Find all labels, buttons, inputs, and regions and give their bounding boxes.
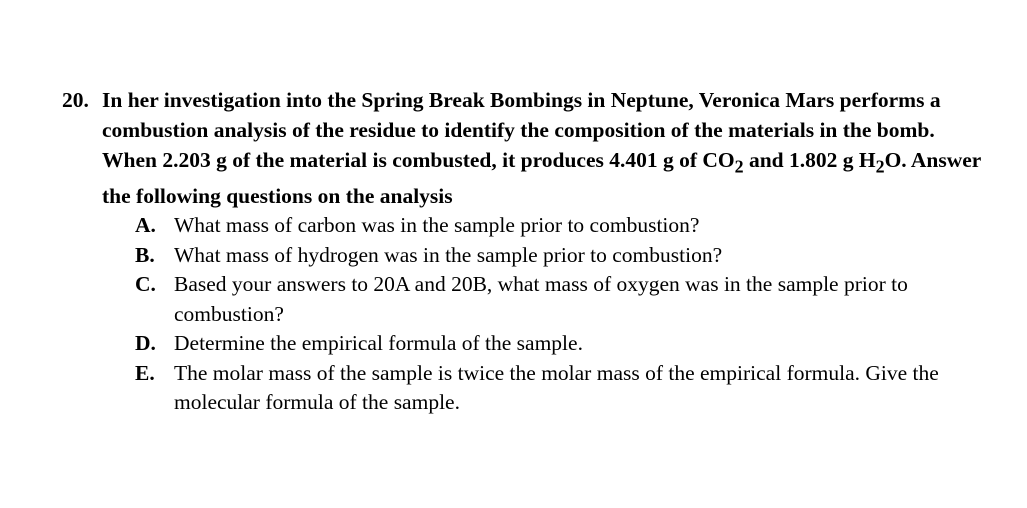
sub-question-text: Determine the empirical formula of the sample. — [174, 331, 583, 356]
sub-question-list — [62, 211, 982, 418]
sub-question-letter: E. — [135, 360, 155, 385]
stem-text-part-3: O. Answer the following questions on the analysis — [102, 148, 981, 209]
question-20 — [62, 85, 982, 418]
sub-question-d — [62, 329, 982, 359]
sub-question-text: Based your answers to 20A and 20B, what mass of oxygen was in the sample prior to combustion? — [174, 272, 908, 326]
sub-question-text: What mass of hydrogen was in the sample prior to combustion? — [174, 242, 723, 267]
question-stem — [62, 85, 982, 211]
sub-question-e — [62, 359, 982, 418]
sub-question-text: What mass of carbon was in the sample prior to combustion? — [174, 213, 700, 238]
sub-question-c — [62, 270, 982, 329]
sub-question-b — [62, 241, 982, 271]
stem-text-part-2: and 1.802 g H — [743, 148, 876, 172]
question-number: 20. — [62, 88, 89, 112]
sub-question-a — [62, 211, 982, 241]
sub-question-letter: B. — [135, 242, 155, 267]
sub-question-text: The molar mass of the sample is twice the molar mass of the empirical formula. Give the molecular formula of the sample. — [174, 360, 939, 415]
stem-text-part-1: In her investigation into the Spring Break Bombings in Neptune, Veronica Mars performs a combustion analysis of the residue to identify the composition of the materials in the bomb. When 2.203 g of the material is combusted, it produces 4.401 g of CO — [102, 88, 941, 172]
co2-subscript: 2 — [734, 156, 744, 177]
sub-question-letter: A. — [135, 213, 156, 238]
sub-question-letter: D. — [135, 331, 156, 356]
h2o-subscript: 2 — [875, 156, 885, 177]
sub-question-letter: C. — [135, 272, 156, 297]
